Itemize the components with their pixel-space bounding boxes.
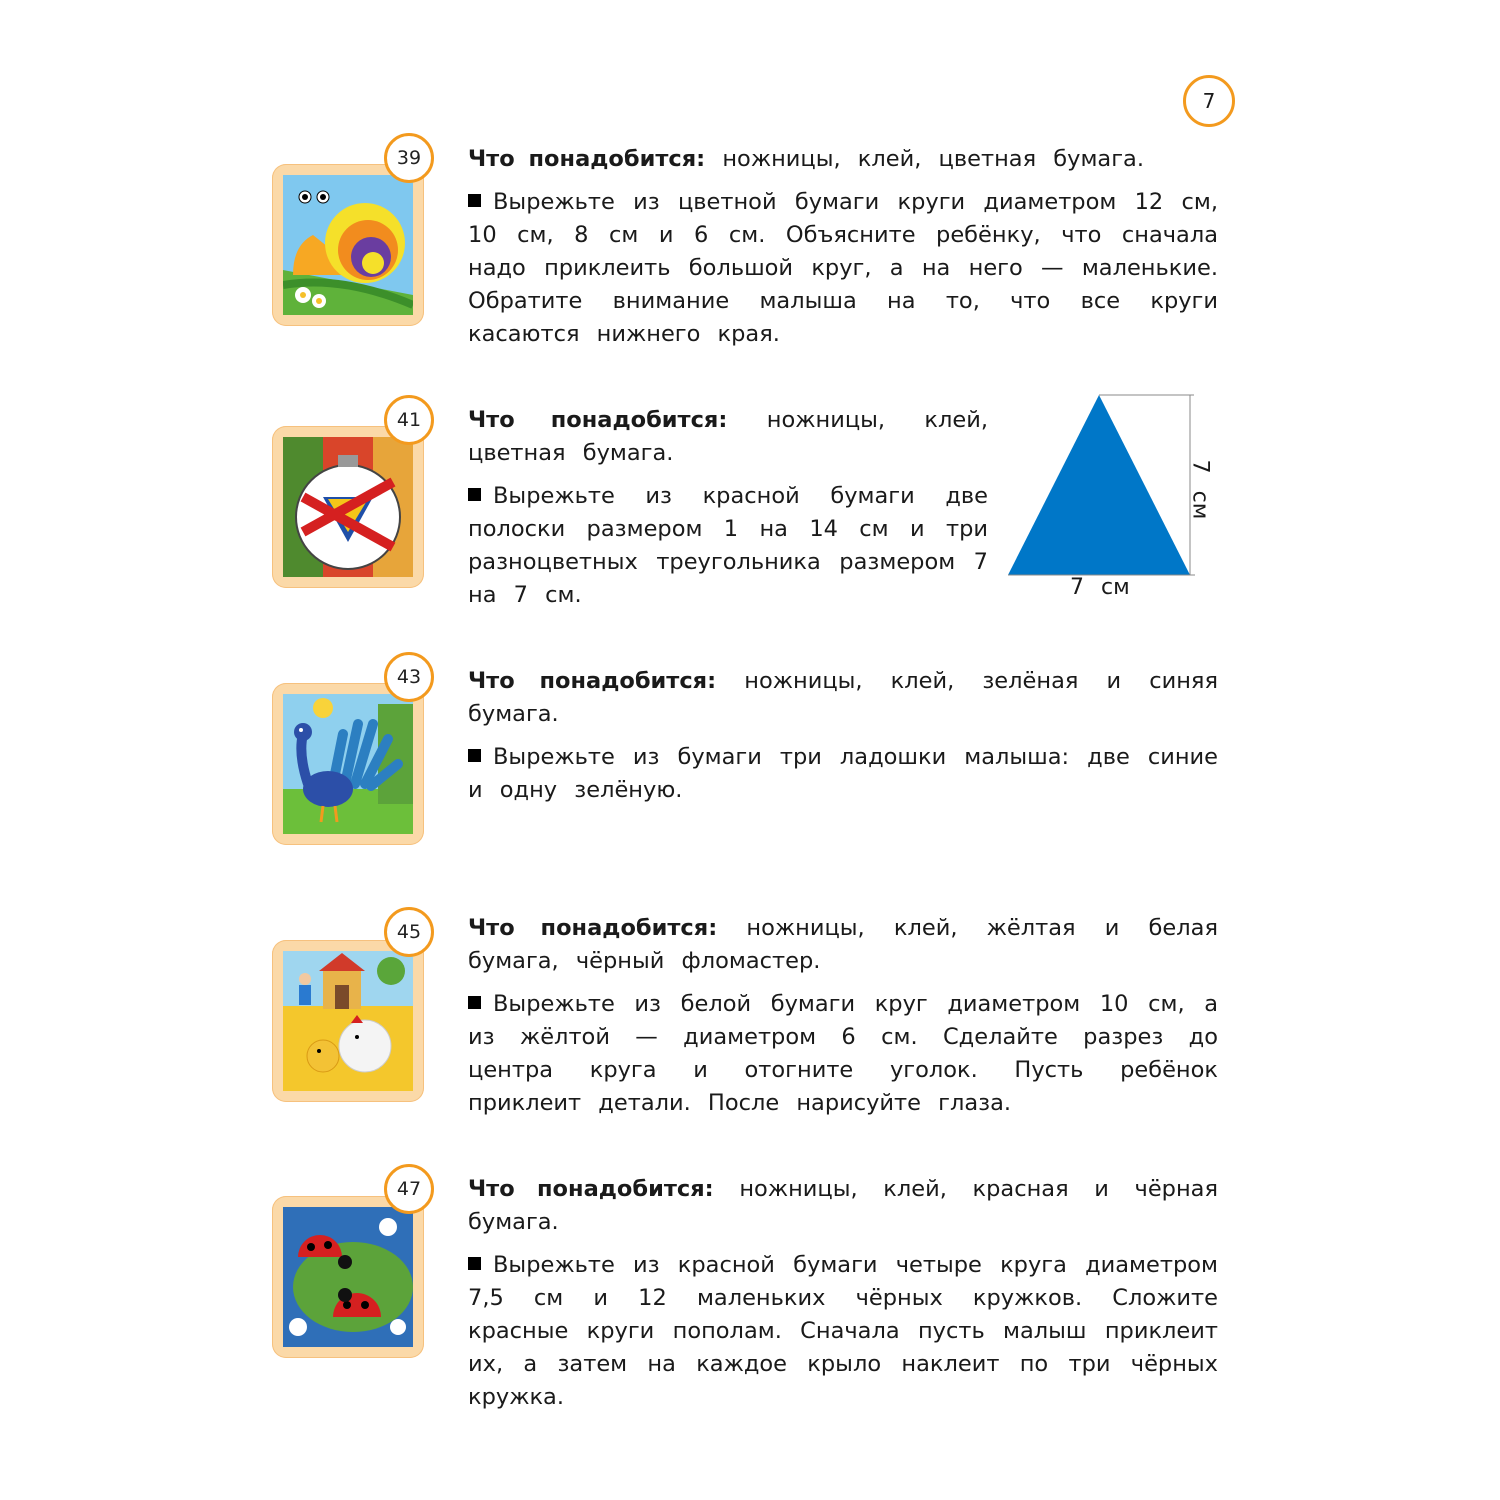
need-label: Что понадобится: xyxy=(468,146,706,172)
thumbnail-ornament xyxy=(272,426,424,588)
bullet-square-icon xyxy=(468,194,481,207)
ladybugs-illustration xyxy=(283,1207,413,1347)
triangle-shape xyxy=(1008,395,1190,575)
need-text: ножницы, клей, красная и чёрная бумага. xyxy=(468,1176,1218,1235)
instruction-block xyxy=(468,912,1218,1130)
item-number-badge: 41 xyxy=(384,395,434,445)
peacock-illustration xyxy=(283,694,413,834)
instruction-block xyxy=(468,665,1218,817)
instruction-text: Вырежьте из красной бумаги четыре круга диаметром 7,5 см и 12 маленьких чёрных кружков. Сложите красные круги пополам. Сначала пусть малыш приклеит их, а затем на каждое крыло наклеит по три чёрных кружка. xyxy=(468,1252,1218,1410)
need-label: Что понадобится: xyxy=(468,407,728,433)
instruction-block xyxy=(468,404,988,622)
triangle-height-label: 7 см xyxy=(1187,459,1213,520)
item-number-badge: 45 xyxy=(384,907,434,957)
ornament-illustration xyxy=(283,437,413,577)
instruction-text: Вырежьте из цветной бумаги круги диаметром 12 см, 10 см, 8 см и 6 см. Объясните ребёнку, что сначала надо приклеить большой круг, а на него — маленькие. Обратите внимание малыша на то, что все круги касаются нижнего края. xyxy=(468,189,1218,347)
thumbnail-snail xyxy=(272,164,424,326)
bullet-square-icon xyxy=(468,749,481,762)
thumbnail-ladybugs xyxy=(272,1196,424,1358)
instruction-block xyxy=(468,143,1218,361)
thumbnail-peacock xyxy=(272,683,424,845)
instruction-block xyxy=(468,1173,1218,1424)
page-number: 7 xyxy=(1183,75,1235,127)
need-label: Что понадобится: xyxy=(468,1176,714,1202)
item-number-badge: 47 xyxy=(384,1164,434,1214)
need-text: ножницы, клей, цветная бумага. xyxy=(468,407,988,466)
bullet-square-icon xyxy=(468,1257,481,1270)
need-text: ножницы, клей, жёлтая и белая бумага, чёрный фломастер. xyxy=(468,915,1218,974)
bullet-square-icon xyxy=(468,488,481,501)
item-number-badge: 43 xyxy=(384,652,434,702)
triangle-diagram xyxy=(1000,385,1230,615)
snail-illustration xyxy=(283,175,413,315)
need-text: ножницы, клей, цветная бумага. xyxy=(722,146,1144,172)
need-text: ножницы, клей, зелёная и синяя бумага. xyxy=(468,668,1218,727)
chickens-illustration xyxy=(283,951,413,1091)
bullet-square-icon xyxy=(468,996,481,1009)
item-number-badge: 39 xyxy=(384,133,434,183)
instruction-text: Вырежьте из бумаги три ладошки малыша: две синие и одну зелёную. xyxy=(468,744,1218,803)
thumbnail-chickens xyxy=(272,940,424,1102)
instruction-text: Вырежьте из красной бумаги две полоски размером 1 на 14 см и три разноцветных треугольника размером 7 на 7 см. xyxy=(468,483,988,608)
need-label: Что понадобится: xyxy=(468,915,718,941)
triangle-width-label: 7 см xyxy=(1070,575,1130,600)
need-label: Что понадобится: xyxy=(468,668,717,694)
instruction-text: Вырежьте из белой бумаги круг диаметром 10 см, а из жёлтой — диаметром 6 см. Сделайте разрез до центра круга и отогните уголок. Пусть ребёнок приклеит детали. После нарисуйте глаза. xyxy=(468,991,1218,1116)
